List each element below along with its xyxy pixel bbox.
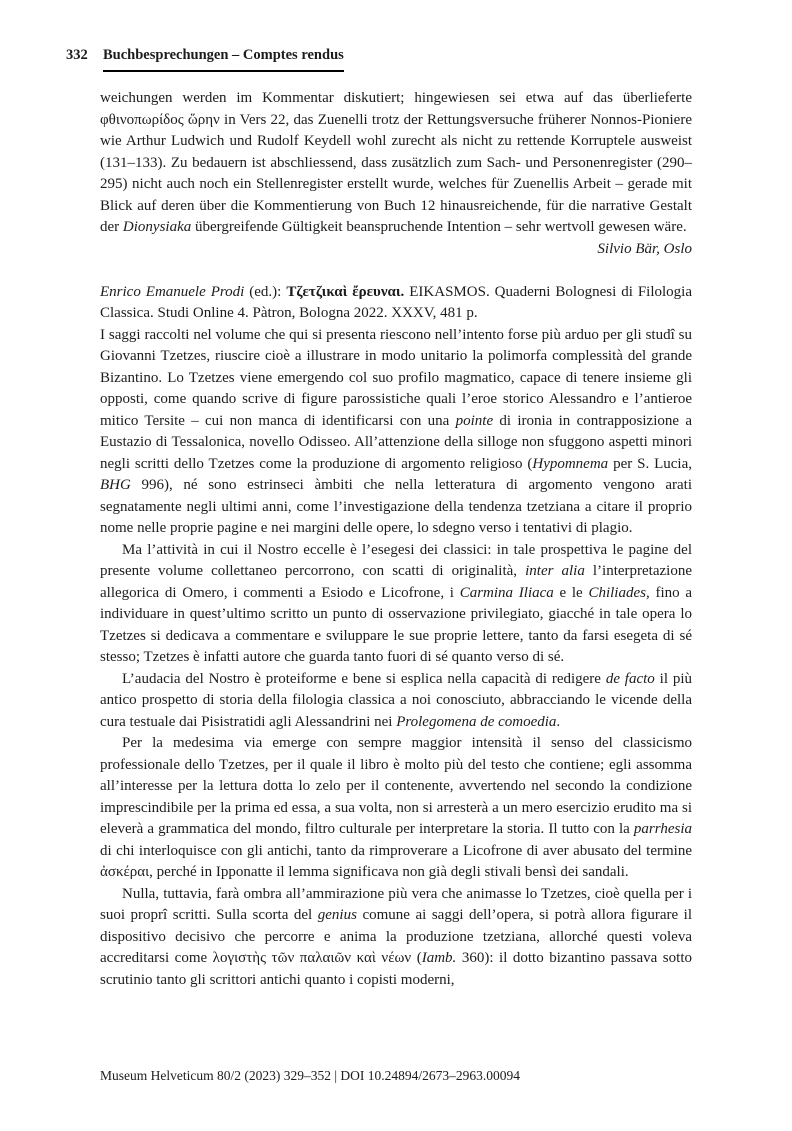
text-segment: pointe: [455, 412, 494, 429]
footer-text: Museum Helveticum 80/2 (2023) 329–352 | DOI 10.24894/2673–2963.00094: [100, 1068, 521, 1083]
text-segment: 360): il dotto bizantino passava sotto scrutinio tanto gli scrittori antichi quanto i copisti moderni,: [100, 950, 692, 988]
review-paragraph: [100, 884, 692, 992]
text-segment: il più antico prospetto di storia della filologia classica a noi conosciuto, abbracciando le vicende della cura testuale dai Pisistratidi agli Alessandrini nei: [100, 670, 692, 730]
text-segment: comune ai saggi dell’opera, si potrà allora figurare il dispositivo decisivo che percorre e anima la produzione tzetziana, allorché questi voleva accreditarsi come λογιστὴς τῶν παλαιῶν καὶ νέων (: [100, 907, 692, 966]
text-segment: 996), né sono estrinseci àmbiti che nella letteratura di argomento vengono arati segnatamente negli ultimi anni, come l’investigazione della tendenza tzetziana a citare il proprio nome nelle proprie pagine e nei margini delle opere, lo sdegno verso i tentativi di plagio.: [100, 477, 692, 536]
text-segment: L’audacia del Nostro è proteiforme e bene si esplica nella capacità di redigere: [122, 670, 606, 687]
review-paragraph: [100, 325, 692, 540]
page-number: 332: [66, 47, 88, 63]
text-segment: .: [556, 713, 561, 730]
text-segment: Dionysiaka: [122, 219, 192, 235]
review-heading: [100, 282, 692, 325]
text-segment: e le: [553, 584, 589, 601]
text-segment: de facto: [605, 670, 655, 687]
text-segment: , fino a individuare in quest’ultimo scritto un punto di osservazione privilegiato, giacché in tale opera lo Tzetzes si dedicava a commentare e sviluppare le sue proprie lettere, tanto da farsi esegeta di sé stesso; Tzetzes è infatti autore che guarda tanto fuori di sé quanto verso di sé.: [100, 584, 692, 665]
text-segment: I saggi raccolti nel volume che qui si presenta riescono nell’intento forse più arduo per gli studî su Giovanni Tzetzes, riuscire cioè a illustrare in modo unitario la polimorfa complessità del grande Bizantino. Lo Tzetzes viene emergendo col suo profilo magmatico, capace di tenere insieme gli opposti, come quando scrive di figure parossistiche quali l’eroe storico Alessandro e l’antieroe mitico Tersite – cui non manca di identificarsi con una: [100, 326, 692, 429]
page-footer: [100, 1067, 520, 1084]
text-segment: Nulla, tuttavia, farà ombra all’ammirazione più vera che animasse lo Tzetzes, cioè quella per i suoi proprî scritti. Sulla scorta del: [100, 885, 692, 923]
review-paragraph: [100, 733, 692, 884]
text-segment: di ironia in contrapposizione a Eustazio di Tessalonica, novello Odisseo. All’attenzione della silloge non sfuggono aspetti minori negli scritti dello Tzetzes come la produzione di argomento religioso (: [100, 412, 692, 472]
review-paragraph: [100, 540, 692, 669]
text-segment: inter alia: [525, 563, 585, 579]
text-segment: Prolegomena de comoedia: [396, 713, 557, 730]
text-segment: Iamb.: [421, 950, 457, 966]
review-end-paragraph: [100, 88, 692, 239]
text-segment: EIKASMOS. Quaderni Bolognesi di Filologia Classica. Studi Online 4. Pàtron, Bologna 2022. XXXV, 481 p.: [100, 283, 692, 321]
text-segment: parrhesia: [633, 821, 692, 837]
review-paragraph: [100, 669, 692, 734]
text-segment: übergreifende Gültigkeit beanspruchende Intention – sehr wertvoll gewesen wäre.: [191, 219, 687, 235]
running-title: Buchbesprechungen – Comptes rendus: [103, 46, 344, 72]
text-segment: Chiliades: [588, 584, 646, 601]
text-segment: Hypomnema: [532, 455, 609, 472]
page-header: [66, 46, 692, 72]
text-segment: Silvio Bär, Oslo: [597, 240, 692, 257]
text-segment: Ma l’attività in cui il Nostro eccelle è l’esegesi dei classici: in tale prospettiva le pagine del presente volume collettaneo percorrono, con scatti di originalità,: [100, 541, 692, 579]
text-segment: genius: [317, 907, 357, 923]
text-segment: BHG: [100, 477, 131, 493]
text-segment: Τζετζικαὶ ἔρευναι.: [286, 283, 405, 300]
text-segment: Per la medesima via emerge con sempre maggior intensità il senso del classicismo professionale dello Tzetzes, per il quale il libro è molto più del testo che contiene; egli assomma all’interesse per la lettura dotta lo zelo per il contenente, avvertendo nel secondo la condizione imprescindibile per la prima ed essa, a sua volta, non si arresterà a un mero esercizio erudito ma si eleverà a grammatica del mondo, filtro culturale per interpretare la storia. Il tutto con la: [100, 735, 692, 837]
text-segment: (ed.):: [244, 283, 287, 300]
text-segment: weichungen werden im Kommentar diskutiert; hingewiesen sei etwa auf das überlieferte φθινοπωρίδος ὥρην in Vers 22, das Zuenelli trotz der Rettungsversuche früherer Nonnos-Pioniere wie Arthur Ludwich und Rudolf Keydell wohl zurecht als nicht zu rettende Korruptele ausweist (131–133). Zu bedauern ist abschliessend, dass zusätzlich zum Sach- und Personenregister (290–295) nicht auch noch ein Stellenregister erstellt wurde, welches für Zuenellis Arbeit – gerade mit Blick auf deren über die Kommentierung von Buch 12 hinausreichende, für die narrative Gestalt der: [100, 90, 692, 235]
text-segment: l’interpretazione allegorica di Omero, i commenti a Esiodo e Licofrone, i: [100, 563, 692, 601]
review-content: [100, 88, 692, 991]
text-segment: di chi interloquisce con gli antichi, tanto da rimproverare a Licofrone di aver abusato del termine ἀσκέραι, perché in Ipponatte il lemma significava non già degli stivali bensì dei sandali.: [100, 842, 692, 880]
text-segment: Enrico Emanuele Prodi: [100, 283, 245, 300]
reviewer-signature: [100, 239, 692, 261]
text-segment: per S. Lucia,: [608, 455, 692, 472]
text-segment: Carmina Iliaca: [459, 584, 554, 601]
